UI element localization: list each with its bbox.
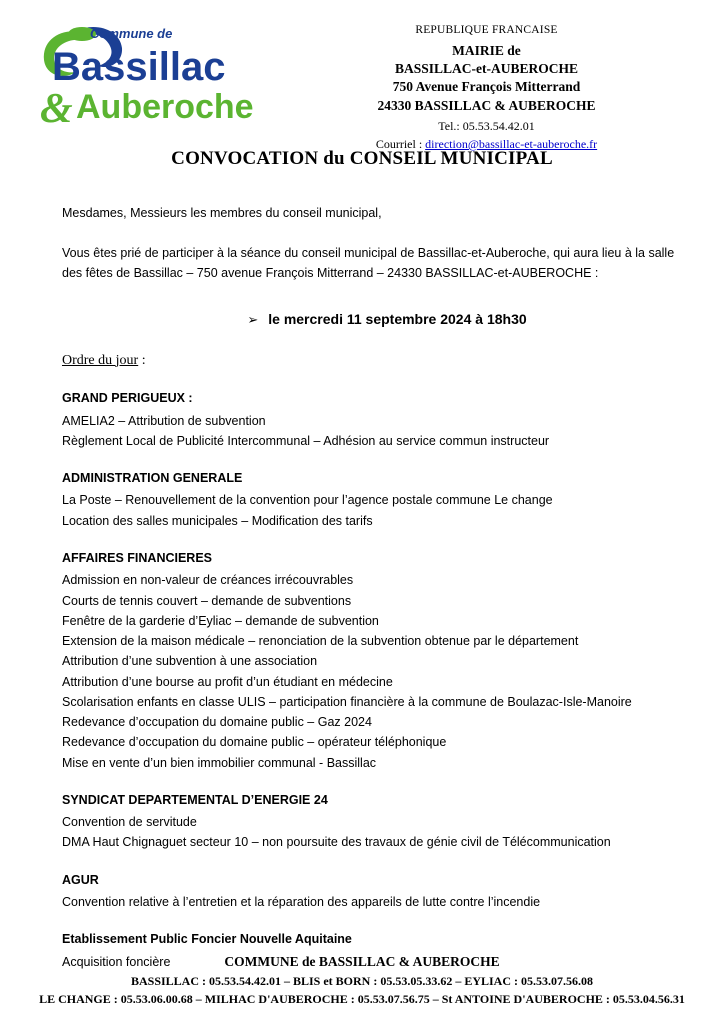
- agenda-section: [62, 469, 682, 531]
- telephone: Tel.: 05.53.54.42.01: [438, 118, 535, 133]
- agenda-section-title: AGUR: [62, 872, 99, 887]
- mairie-label: MAIRIE de: [452, 43, 521, 58]
- agenda-section-title: SYNDICAT DEPARTEMENTAL D’ENERGIE 24: [62, 792, 328, 807]
- svg-text:Commune de: Commune de: [90, 26, 173, 41]
- agenda-item: Convention relative à l’entretien et la réparation des appareils de lutte contre l’incendie: [62, 895, 541, 910]
- intro-paragraph: Vous êtes prié de participer à la séance du conseil municipal de Bassillac-et-Auberoche, qui aura lieu à la salle des fêtes de Bassillac – 750 avenue François Mitterrand – 24330 BASSILLAC-et-AUBEROCHE :: [62, 246, 675, 281]
- commune-name: BASSILLAC-et-AUBEROCHE: [394, 61, 579, 77]
- meeting-date: le mercredi 11 septembre 2024 à 18h30: [268, 311, 527, 328]
- agenda-section: [62, 871, 682, 913]
- agenda-item: Location des salles municipales – Modification des tarifs: [62, 513, 373, 528]
- agenda-section-title: ADMINISTRATION GENERALE: [62, 471, 243, 486]
- agenda-item: Règlement Local de Publicité Intercommunal – Adhésion au service commun instructeur: [62, 433, 550, 448]
- email-link[interactable]: direction@bassillac-et-auberoche.fr: [425, 136, 598, 151]
- agenda-item: Mise en vente d’un bien immobilier communal - Bassillac: [62, 755, 377, 770]
- footer-phones-2: LE CHANGE : 05.53.06.00.68 – MILHAC D'AUBEROCHE : 05.53.07.56.75 – St ANTOINE D'AUBEROCHE : 05.53.04.56.31: [39, 991, 685, 1006]
- meeting-date-line: [62, 309, 682, 331]
- agenda-item: Fenêtre de la garderie d’Eyliac – demande de subvention: [62, 613, 379, 628]
- agenda-item: AMELIA2 – Attribution de subvention: [62, 413, 266, 428]
- document-footer: [0, 954, 724, 1008]
- agenda-item: Convention de servitude: [62, 815, 197, 830]
- logo-svg: [24, 18, 289, 128]
- agenda-item: DMA Haut Chignaguet secteur 10 – non poursuite des travaux de génie civil de Télécommunication: [62, 835, 611, 850]
- commune-logo: [24, 18, 289, 128]
- agenda-item: Acquisition foncière: [62, 954, 171, 969]
- footer-commune: COMMUNE de BASSILLAC & AUBEROCHE: [224, 954, 500, 970]
- salutation: Mesdames, Messieurs les membres du conseil municipal,: [62, 206, 382, 220]
- agenda-section: [62, 791, 682, 853]
- agenda-heading: [62, 350, 682, 372]
- agenda-item: Redevance d’occupation du domaine public – opérateur téléphonique: [62, 735, 447, 750]
- street-address: 750 Avenue François Mitterrand: [392, 79, 581, 95]
- agenda-section: [62, 389, 682, 451]
- agenda-item: Redevance d’occupation du domaine public – Gaz 2024: [62, 715, 372, 730]
- agenda-heading-label: Ordre du jour: [62, 352, 139, 368]
- page-title: CONVOCATION du CONSEIL MUNICIPAL: [171, 148, 553, 169]
- agenda-item: Attribution d’une bourse au profit d’un étudiant en médecine: [62, 674, 393, 689]
- agenda-heading-colon: :: [138, 352, 146, 368]
- agenda-item: Scolarisation enfants en classe ULIS – participation financière à la commune de Boulazac-Isle-Manoire: [62, 694, 632, 709]
- document-header: [0, 0, 724, 151]
- agenda-section-title: Etablissement Public Foncier Nouvelle Aquitaine: [62, 932, 352, 947]
- arrow-icon: ➢: [247, 313, 259, 329]
- document-body: [0, 204, 724, 972]
- agenda-item: La Poste – Renouvellement de la convention pour l’agence postale commune Le change: [62, 493, 553, 508]
- svg-text:&: &: [40, 86, 73, 128]
- email-label: Courriel :: [375, 136, 426, 151]
- agenda-section-title: AFFAIRES FINANCIERES: [62, 550, 213, 565]
- svg-text:Bassillac: Bassillac: [52, 45, 226, 89]
- agenda-item: Attribution d’une subvention à une association: [62, 654, 318, 669]
- agenda-section-title: GRAND PERIGUEUX :: [62, 391, 193, 406]
- agenda-item: Admission en non-valeur de créances irrécouvrables: [62, 573, 354, 588]
- agenda-section: [62, 549, 682, 773]
- agenda-item: Extension de la maison médicale – renonciation de la subvention obtenue par le département: [62, 634, 579, 649]
- footer-phones-1: BASSILLAC : 05.53.54.42.01 – BLIS et BORN : 05.53.05.33.62 – EYLIAC : 05.53.07.56.08: [130, 974, 594, 989]
- agenda-sections: [62, 389, 682, 972]
- republique-francaise: REPUBLIQUE FRANCAISE: [415, 24, 558, 36]
- mairie-address-block: [289, 18, 684, 153]
- agenda-item: Courts de tennis couvert – demande de subventions: [62, 593, 352, 608]
- postal-address: 24330 BASSILLAC & AUBEROCHE: [377, 97, 596, 113]
- svg-text:Auberoche: Auberoche: [76, 88, 254, 126]
